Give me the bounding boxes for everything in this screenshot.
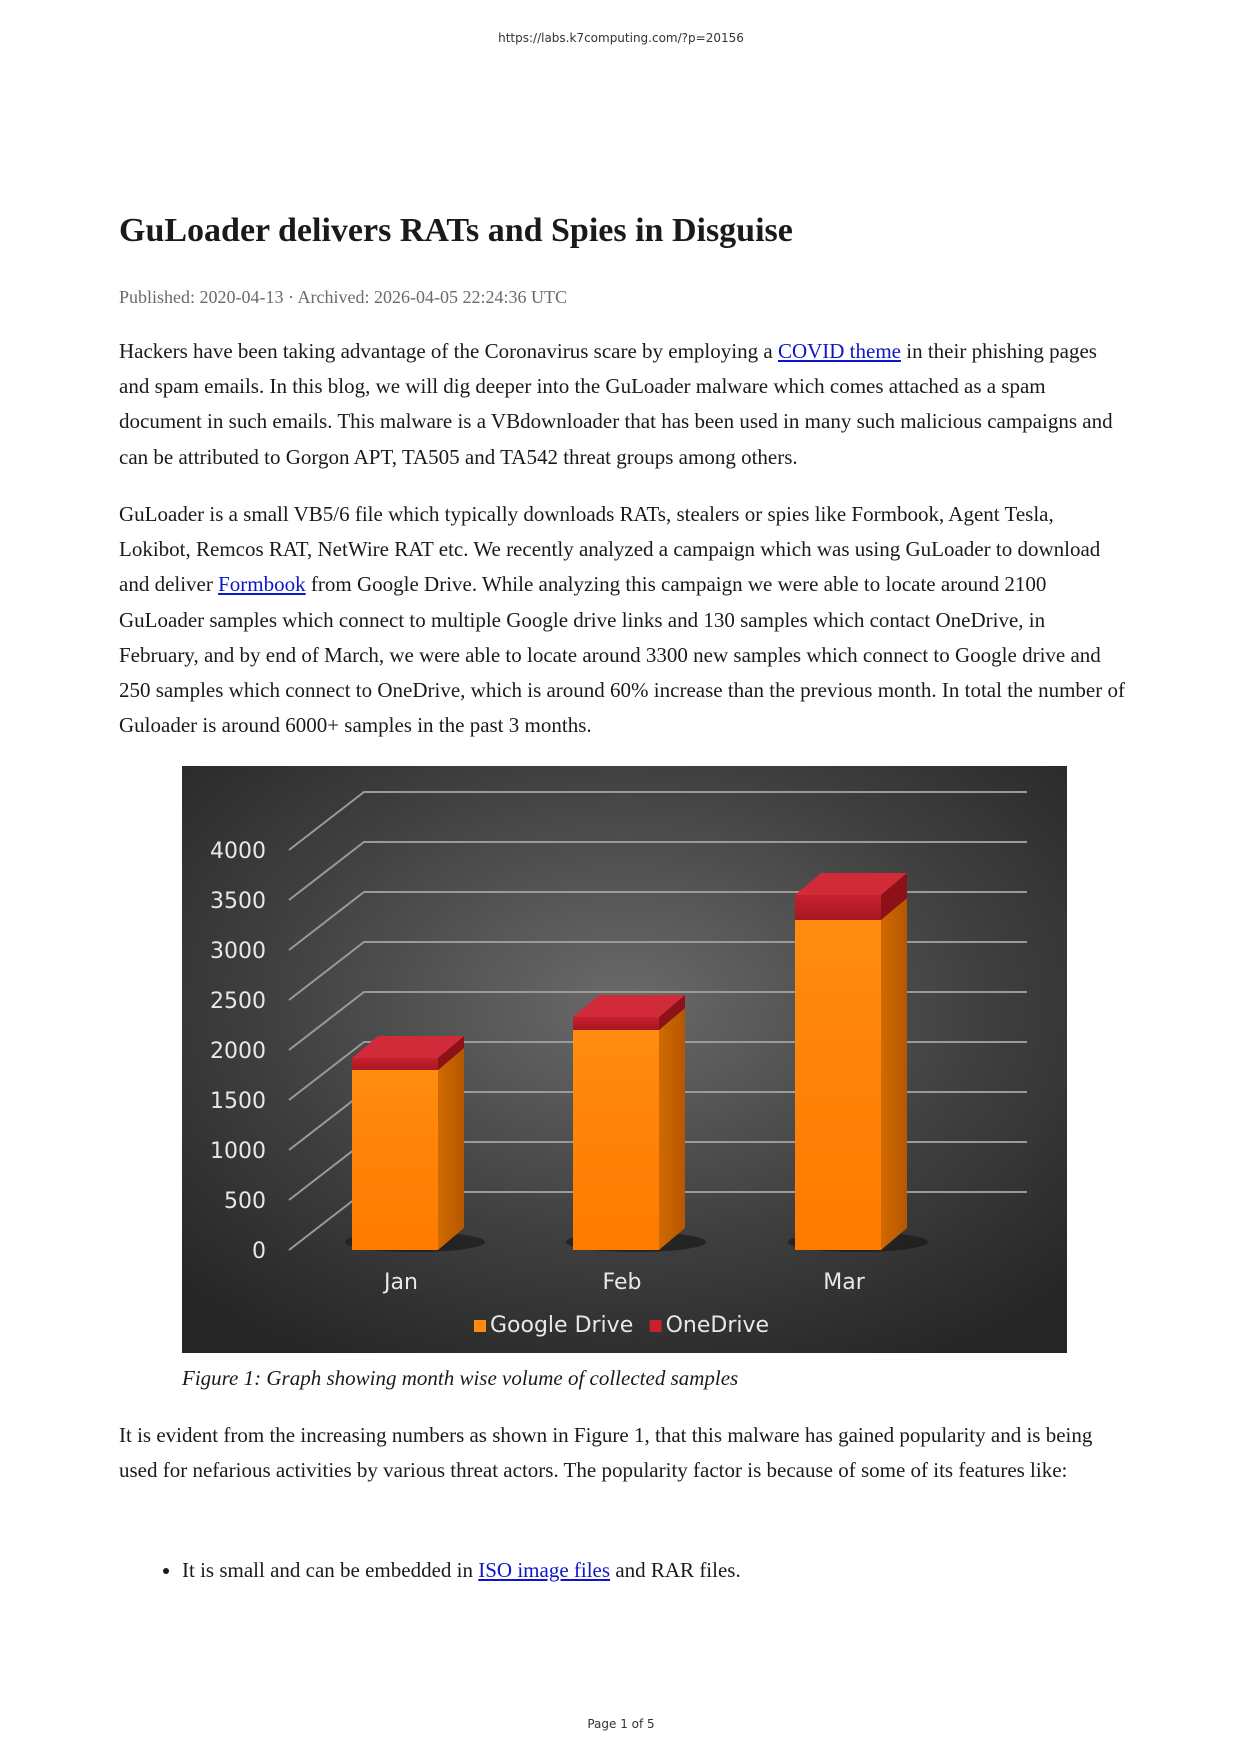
x-tick-label: Mar	[823, 1270, 865, 1295]
features-list	[119, 1553, 1129, 1587]
paragraph-text: GuLoader is a small VB5/6 file which typically downloads RATs, stealers or spies like Formbook, Agent Tesla, Lokibot, Remcos RAT, NetWire RAT etc. We recently analyzed a campaign which was using GuLoader to download and deliver	[119, 502, 1101, 597]
paragraph-guloader	[119, 497, 1129, 743]
y-tick-label: 0	[252, 1239, 266, 1264]
bar-google-drive-jan	[352, 1070, 438, 1250]
formbook-link[interactable]: Formbook	[218, 572, 306, 597]
bar-onedrive-feb	[573, 1017, 659, 1030]
x-tick-label: Feb	[602, 1270, 642, 1295]
samples-chart-figure	[182, 766, 1067, 1353]
y-tick-label: 3000	[210, 939, 266, 964]
y-tick-label: 500	[224, 1189, 266, 1214]
paragraph-popularity: It is evident from the increasing numbers as shown in Figure 1, that this malware has gained popularity and is being used for nefarious activities by various threat actors. The popularity factor is because of some of its features like:	[119, 1423, 1093, 1483]
paragraph-text: in their phishing pages and spam emails. In this blog, we will dig deeper into the GuLoader malware which comes attached as a spam document in such emails. This malware is a VBdownloader that has been used in many such malicious campaigns and can be attributed to Gorgon APT, TA505 and TA542 threat groups among others.	[119, 339, 1113, 469]
x-tick-label: Jan	[384, 1270, 418, 1295]
legend-label: OneDrive	[665, 1313, 770, 1338]
bar-onedrive-jan	[352, 1058, 438, 1070]
article-meta: Published: 2020-04-13 · Archived: 2026-04-05 22:24:36 UTC	[119, 287, 567, 307]
legend-label: Google Drive	[490, 1313, 634, 1338]
page-url-header: https://labs.k7computing.com/?p=20156	[498, 31, 744, 45]
y-tick-label: 4000	[210, 839, 266, 864]
list-item-text: It is small and can be embedded in	[182, 1558, 479, 1582]
bar-side-google-drive	[438, 1048, 464, 1250]
paragraph-intro	[119, 334, 1129, 475]
y-tick-label: 3500	[210, 889, 266, 914]
bar-side-google-drive	[881, 898, 907, 1250]
list-item-text: and RAR files.	[610, 1558, 741, 1582]
list-item	[182, 1553, 1129, 1587]
bar-onedrive-mar	[795, 895, 881, 920]
figure-caption: Figure 1: Graph showing month wise volume of collected samples	[182, 1366, 739, 1390]
bar-google-drive-feb	[573, 1030, 659, 1250]
covid-theme-link[interactable]: COVID theme	[777, 339, 901, 363]
legend-swatch	[650, 1320, 662, 1332]
iso-image-files-link[interactable]: ISO image files	[478, 1558, 611, 1582]
y-tick-label: 1500	[210, 1089, 266, 1114]
article-title: GuLoader delivers RATs and Spies in Disguise	[119, 212, 793, 249]
y-tick-label: 2500	[210, 989, 266, 1014]
legend-swatch	[474, 1320, 486, 1332]
bar-side-google-drive	[659, 1008, 685, 1250]
bar-google-drive-mar	[795, 920, 881, 1250]
samples-bar-chart	[182, 766, 1067, 1353]
y-tick-label: 2000	[210, 1039, 266, 1064]
y-tick-label: 1000	[210, 1139, 266, 1164]
paragraph-text: from Google Drive. While analyzing this campaign we were able to locate around 2100 GuLoader samples which connect to multiple Google drive links and 130 samples which contact OneDrive, in February, and by end of March, we were able to locate around 3300 new samples which connect to Google drive and 250 samples which connect to OneDrive, which is around 60% increase than the previous month. In total the number of Guloader is around 6000+ samples in the past 3 months.	[119, 572, 1125, 738]
paragraph-text: Hackers have been taking advantage of the Coronavirus scare by employing a	[119, 339, 778, 363]
page-number: Page 1 of 5	[587, 1717, 655, 1731]
